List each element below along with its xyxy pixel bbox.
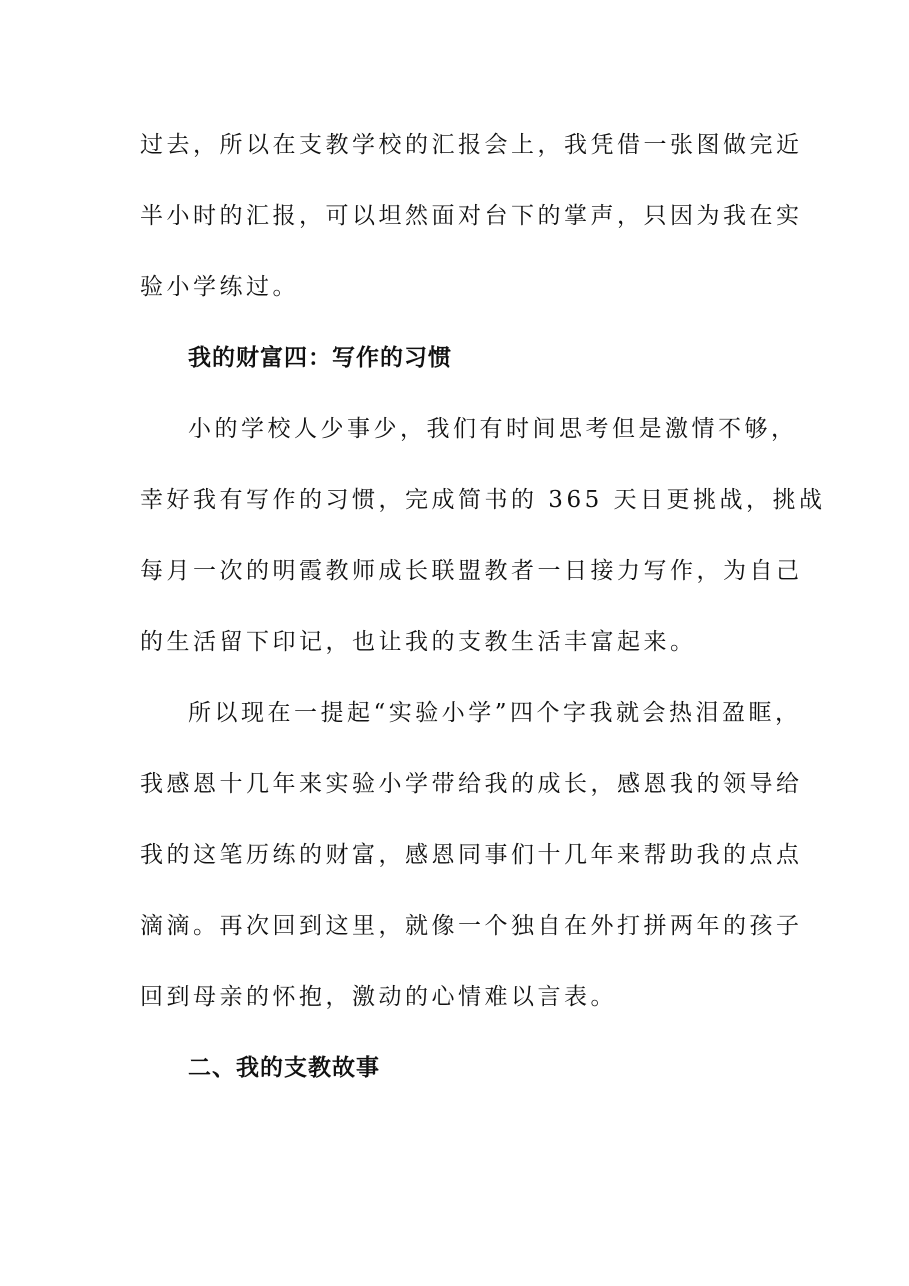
text-line: 我的这笔历练的财富，感恩同事们十几年来帮助我的点点 — [140, 842, 803, 868]
text-line: 半小时的汇报，可以坦然面对台下的掌声，只因为我在实 — [140, 203, 803, 229]
section-heading: 我的财富四：写作的习惯 — [188, 344, 452, 371]
text-line: 幸好我有写作的习惯，完成简书的 365 天日更挑战，挑战 — [140, 487, 826, 513]
text-line: 验小学练过。 — [140, 274, 299, 300]
text-line: 小的学校人少事少，我们有时间思考但是激情不够， — [188, 416, 798, 442]
text-line: 滴滴。再次回到这里，就像一个独自在外打拼两年的孩子 — [140, 913, 803, 939]
text-line: 的生活留下印记，也让我的支教生活丰富起来。 — [140, 629, 697, 655]
text-line: 回到母亲的怀抱，激动的心情难以言表。 — [140, 984, 617, 1010]
text-line: 我感恩十几年来实验小学带给我的成长，感恩我的领导给 — [140, 771, 803, 797]
text-line: 每月一次的明霞教师成长联盟教者一日接力写作，为自己 — [140, 558, 803, 584]
text-line: 所以现在一提起“实验小学”四个字我就会热泪盈眶， — [188, 700, 802, 726]
text-line: 过去，所以在支教学校的汇报会上，我凭借一张图做完近 — [140, 132, 803, 158]
section-heading: 二、我的支教故事 — [188, 1054, 380, 1081]
